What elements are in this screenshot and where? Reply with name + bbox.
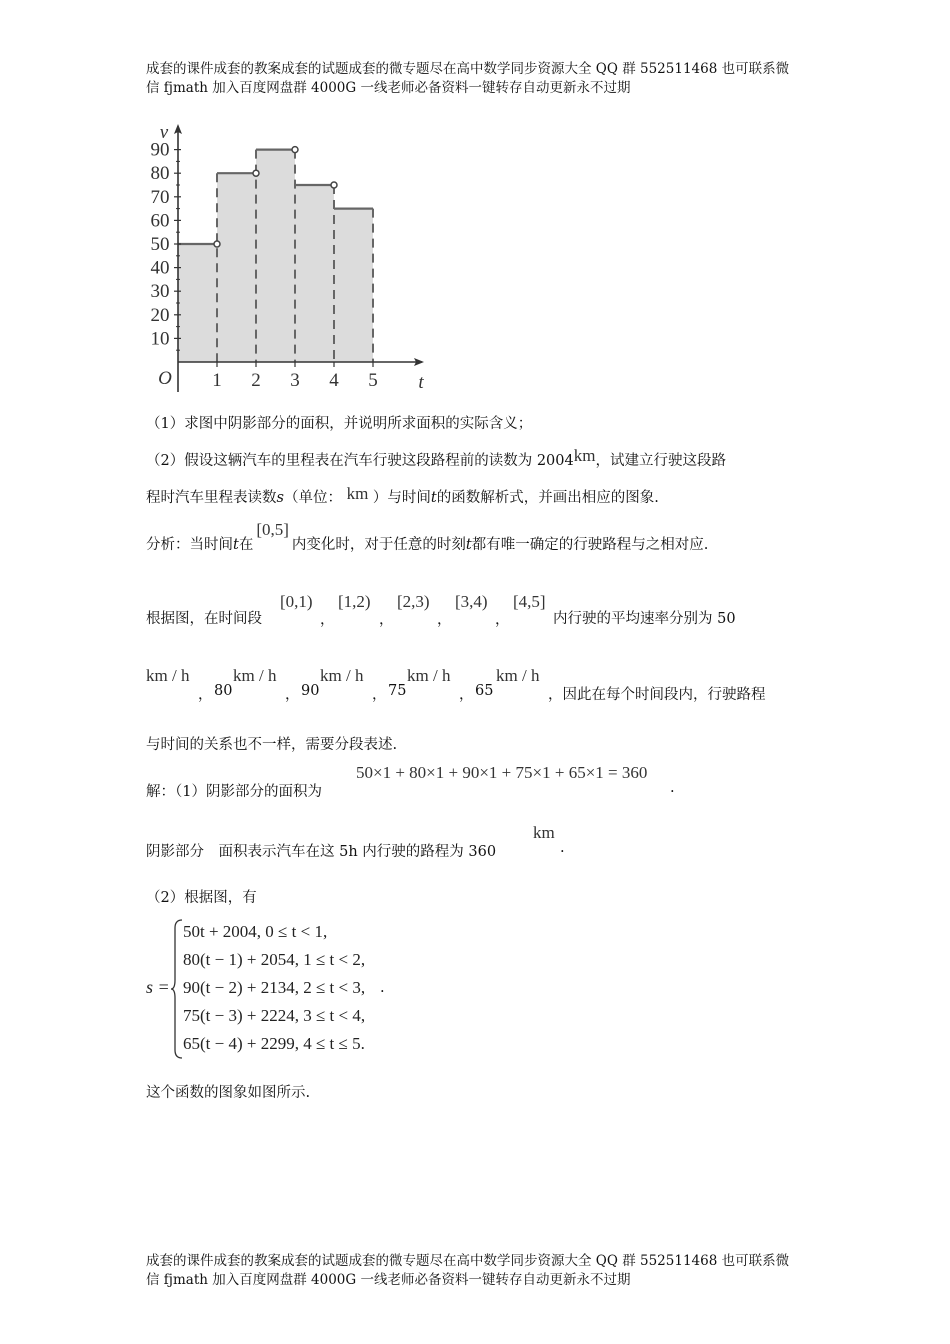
analysis-b1: 根据图，在时间段 <box>146 611 262 627</box>
speed-90: 90 <box>301 683 320 699</box>
sep-1: ， <box>320 612 335 628</box>
analysis-a2: 在 <box>238 537 254 553</box>
interval-3-4: [3,4) <box>455 592 488 611</box>
q2-text-c1: 程时汽车里程表读数 <box>146 490 277 506</box>
question-2-line-1 <box>146 446 726 470</box>
q2-var-s: s <box>276 490 284 506</box>
speed-unit-4: km / h <box>407 666 451 685</box>
y-axis-label: v <box>159 122 169 143</box>
solution-2-label: （2）根据图，有 <box>146 890 257 906</box>
interval-2-3: [2,3) <box>397 592 430 611</box>
open-endpoint-2 <box>253 170 259 176</box>
q2-text-a: （2）假设这辆汽车的里程表在汽车行驶这段路程前的读数为 2004 <box>146 453 574 469</box>
speed-unit-2: km / h <box>233 666 277 685</box>
speed-unit-5: km / h <box>496 666 540 685</box>
y-label-90: 90 <box>150 139 170 161</box>
analysis-var-t: t <box>233 537 239 553</box>
analysis-a1: 分析：当时间 <box>146 537 233 553</box>
y-label-60: 60 <box>150 210 170 232</box>
analysis-a3: 内变化时，对于任意的时刻 <box>291 537 466 553</box>
interval-1-2: [1,2) <box>338 592 371 611</box>
sep-6: ， <box>285 687 300 703</box>
bar-5 <box>334 209 373 362</box>
q2-text-c4: 的函数解析式，并画出相应的图象. <box>436 490 659 506</box>
sep-3: ， <box>437 612 452 628</box>
solution-1-unit: km <box>533 823 555 842</box>
page-footer <box>146 1252 816 1290</box>
y-label-20: 20 <box>150 304 170 326</box>
x-axis-label: t <box>418 372 424 393</box>
solution-1-dot: . <box>670 780 675 796</box>
solution-last-line: 这个函数的图象如图所示. <box>146 1085 311 1101</box>
bar-3 <box>256 150 295 362</box>
x-label-4: 4 <box>329 370 339 391</box>
analysis-var-t-2: t <box>465 537 472 553</box>
x-label-2: 2 <box>251 370 261 391</box>
bar-2 <box>217 173 256 362</box>
speed-75: 75 <box>388 683 407 699</box>
analysis-b2: 内行驶的平均速率分别为 50 <box>553 611 736 627</box>
open-endpoint-1 <box>214 241 220 247</box>
x-label-5: 5 <box>368 370 378 391</box>
analysis-a4: 都有唯一确定的行驶路程与之相对应. <box>471 537 709 553</box>
origin-label: O <box>158 368 172 389</box>
q2-text-b: ，试建立行驶这段路 <box>595 453 726 469</box>
analysis-line-2 <box>146 607 262 628</box>
header-line-1: 成套的课件成套的教案成套的试题成套的微专题尽在高中数学同步资源大全 QQ 群 552511468 也可联系微 <box>146 61 790 77</box>
sep-7: ， <box>372 687 387 703</box>
y-label-70: 70 <box>150 186 170 208</box>
q2-text-c2: （单位： <box>283 490 342 506</box>
piecewise-brace <box>170 918 184 1060</box>
sep-5: ， <box>198 687 213 703</box>
speed-80: 80 <box>214 683 233 699</box>
footer-line-1: 成套的课件成套的教案成套的试题成套的微专题尽在高中数学同步资源大全 QQ 群 552511468 也可联系微 <box>146 1253 790 1269</box>
solution-1-formula: 50×1 + 80×1 + 90×1 + 75×1 + 65×1 = 360 <box>356 763 648 782</box>
bar-4 <box>295 185 334 362</box>
y-label-40: 40 <box>150 257 170 279</box>
open-endpoint-4 <box>331 182 337 188</box>
speed-65: 65 <box>475 683 494 699</box>
piece-2: 80(t − 1) + 2054, 1 ≤ t < 2, <box>183 950 366 969</box>
piecewise-dot: . <box>380 980 385 996</box>
q2-var-t: t <box>430 490 437 506</box>
interval-0-1: [0,1) <box>280 592 313 611</box>
analysis-c-end: ，因此在每个时间段内，行驶路程 <box>548 687 766 703</box>
analysis-line-1 <box>146 520 709 554</box>
solution-1-meaning: 阴影部分 面积表示汽车在这 5h 内行驶的路程为 360 <box>146 844 497 860</box>
y-label-30: 30 <box>150 281 170 303</box>
y-label-50: 50 <box>150 234 170 255</box>
x-label-1: 1 <box>212 370 222 391</box>
analysis-line-4: 与时间的关系也不一样，需要分段表述. <box>146 737 398 753</box>
question-2-line-2 <box>146 486 659 507</box>
y-label-80: 80 <box>150 163 170 185</box>
piecewise-lhs: s = <box>146 977 170 997</box>
header-line-2: 信 fjmath 加入百度网盘群 4000G 一线老师必备资料一键转存自动更新永不过期 <box>146 80 631 96</box>
piece-4: 75(t − 3) + 2224, 3 ≤ t < 4, <box>183 1006 366 1025</box>
sep-4: ， <box>495 612 510 628</box>
sep-2: ， <box>379 612 394 628</box>
piece-1: 50t + 2004, 0 ≤ t < 1, <box>183 922 328 941</box>
x-label-3: 3 <box>290 370 300 391</box>
sep-8: ， <box>459 687 474 703</box>
speed-unit-1: km / h <box>146 666 190 685</box>
y-label-10: 10 <box>150 328 170 350</box>
piece-5: 65(t − 4) + 2299, 4 ≤ t ≤ 5. <box>183 1034 365 1053</box>
analysis-interval: [0,5] <box>256 520 289 539</box>
solution-1-meaning-dot: . <box>560 840 565 856</box>
q2-unit-km-2: km <box>346 484 369 503</box>
q2-unit-km: km <box>573 446 596 465</box>
speed-unit-3: km / h <box>320 666 364 685</box>
q2-text-c3: ）与时间 <box>372 490 431 506</box>
open-endpoint-3 <box>292 147 298 153</box>
solution-1-label: 解：（1）阴影部分的面积为 <box>146 784 322 800</box>
piece-3: 90(t − 2) + 2134, 2 ≤ t < 3, <box>183 978 366 997</box>
interval-4-5: [4,5] <box>513 592 546 611</box>
page-header <box>146 60 816 98</box>
bar-1 <box>178 244 217 362</box>
footer-line-2: 信 fjmath 加入百度网盘群 4000G 一线老师必备资料一键转存自动更新永不过期 <box>146 1272 631 1288</box>
question-1: （1）求图中阴影部分的面积，并说明所求面积的实际含义； <box>146 416 533 432</box>
velocity-step-chart <box>140 118 440 398</box>
